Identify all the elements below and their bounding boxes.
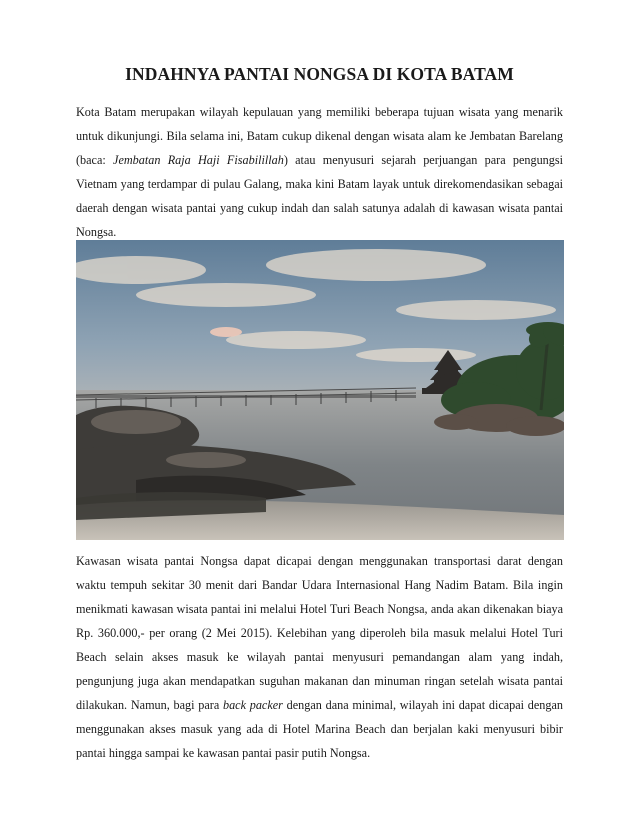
intro-text-end: ) atau menyusuri sejarah perjuangan para pengungsi Vietnam yang terdampar di pulau Galang, maka kini Batam layak untuk direkomendasikan sebagai daerah dengan wisata pantai yang cukup indah dan salah satunya adalah di kawasan wisata pantai Nongsa.	[76, 153, 563, 239]
access-text-end: dengan dana minimal, wilayah ini dapat dicapai dengan menggunakan akses masuk yang ada di Hotel Marina Beach dan berjalan kaki menyusuri bibir pantai hingga sampai ke kawasan pantai pasir putih Nongsa.	[76, 698, 563, 760]
bridge-name-italic: Jembatan Raja Haji Fisabilillah	[113, 153, 284, 167]
back-packer-italic: back packer	[222, 698, 283, 712]
intro-paragraph	[76, 100, 563, 244]
nongsa-beach-photo	[76, 240, 564, 540]
access-paragraph	[76, 549, 563, 765]
intro-text-start: Kota Batam merupakan wilayah kepulauan yang memiliki beberapa tujuan wisata yang menarik untuk dikunjungi. Bila selama ini, Batam cukup dikenal dengan wisata alam ke Jembatan Barelang (baca:	[76, 105, 563, 167]
access-text-start: Kawasan wisata pantai Nongsa dapat dicapai dengan menggunakan transportasi darat dengan waktu tempuh sekitar 30 menit dari Bandar Udara Internasional Hang Nadim Batam. Bila ingin menikmati kawasan wisata pantai ini melalui Hotel Turi Beach Nongsa, anda akan dikenakan biaya Rp. 360.000,- per orang (2 Mei 2015). Kelebihan yang diperoleh bila masuk melalui Hotel Turi Beach selain akses masuk ke wilayah pantai menyusuri pemandangan alam yang indah, pengunjung juga akan mendapatkan suguhan makanan dan minuman ringan setelah wisata pantai dilakukan. Namun, bagi para	[76, 554, 563, 712]
page-title: INDAHNYA PANTAI NONGSA DI KOTA BATAM	[125, 64, 514, 84]
